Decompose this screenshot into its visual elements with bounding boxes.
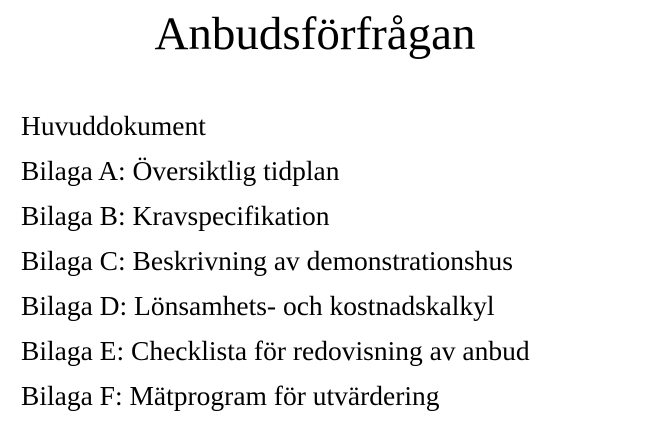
list-item-appendix-c: Bilaga C: Beskrivning av demonstrationshus: [21, 245, 513, 276]
list-item-appendix-a: Bilaga A: Översiktlig tidplan: [21, 155, 340, 186]
document-list: [21, 103, 530, 418]
list-item-appendix-d: Bilaga D: Lönsamhets- och kostnadskalkyl: [21, 290, 495, 321]
list-item-appendix-b: Bilaga B: Kravspecifikation: [21, 200, 330, 231]
list-item-main-document: Huvuddokument: [21, 110, 206, 141]
list-item-appendix-f: Bilaga F: Mätprogram för utvärdering: [21, 380, 440, 411]
list-item-appendix-e: Bilaga E: Checklista för redovisning av anbud: [21, 335, 530, 366]
page-title: Anbudsförfrågan: [154, 8, 476, 60]
